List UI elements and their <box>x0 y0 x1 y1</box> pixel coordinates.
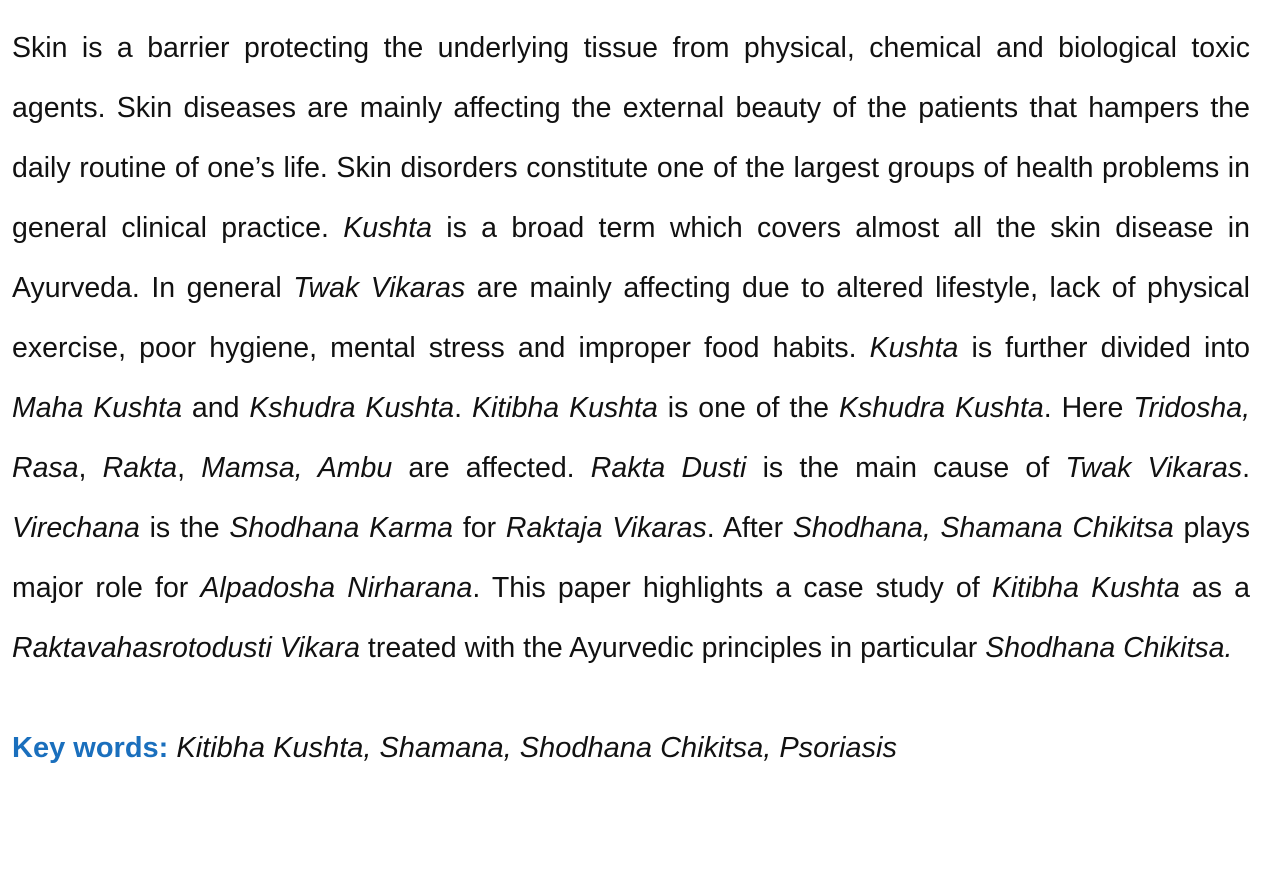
abstract-italic-term: Kushta <box>343 212 432 244</box>
abstract-text: Skin is a barrier protecting the underlying tissue from physical, chemical and biological toxic agents. Skin diseases are mainly affecting the external beauty of the patients that hampers the daily routine of one’s life. Skin disorders constitute one of the largest groups of health problems in general clinical practice. <box>12 32 1250 244</box>
abstract-italic-term: Mamsa, Ambu <box>201 452 393 484</box>
abstract-text: . This paper highlights a case study of <box>472 572 992 604</box>
abstract-text: is a broad term which covers almost all the skin disease in Ayurveda. In general <box>12 212 1250 304</box>
abstract-italic-term: Raktavahasrotodusti Vikara <box>12 632 360 664</box>
abstract-text: are mainly affecting due to altered lifestyle, lack of physical exercise, poor hygiene, mental stress and improper food habits. <box>12 272 1250 364</box>
abstract-text: and <box>181 392 250 424</box>
abstract-italic-term: Kushta <box>869 332 959 364</box>
abstract-text: as a <box>1179 572 1250 604</box>
abstract-text: is one of the <box>657 392 839 424</box>
abstract-text: , <box>177 452 202 484</box>
abstract-italic-term: Kshudra Kushta <box>838 392 1044 424</box>
abstract-text: are affected. <box>392 452 591 484</box>
abstract-italic-term: Raktaja Vikaras <box>505 512 707 544</box>
abstract-text: . After <box>706 512 793 544</box>
abstract-italic-term: Tridosha, Rasa <box>12 392 1250 484</box>
abstract-italic-term: Twak Vikaras <box>293 272 466 304</box>
abstract-text: is further divided into <box>958 332 1250 364</box>
abstract-italic-term: Virechana <box>12 512 140 544</box>
keywords-line <box>12 718 1250 778</box>
abstract-italic-term: Kitibha Kushta <box>991 572 1180 604</box>
abstract-text: . Here <box>1043 392 1134 424</box>
abstract-italic-term: Twak Vikaras <box>1065 452 1243 484</box>
abstract-italic-term: Alpadosha Nirharana <box>200 572 473 604</box>
abstract-text: . <box>1242 452 1250 484</box>
abstract-italic-term: Kshudra Kushta <box>249 392 455 424</box>
abstract-text: is the <box>139 512 230 544</box>
abstract-text: , <box>78 452 103 484</box>
abstract-italic-term: Rakta <box>102 452 178 484</box>
abstract-text: treated with the Ayurvedic principles in particular <box>360 632 986 664</box>
abstract-paragraph <box>12 18 1250 678</box>
abstract-italic-term: Maha Kushta <box>12 392 182 424</box>
abstract-italic-term: Shodhana Karma <box>229 512 454 544</box>
abstract-text: . <box>454 392 473 424</box>
abstract-italic-term: Shodhana Chikitsa. <box>985 632 1233 664</box>
keywords-value: Kitibha Kushta, Shamana, Shodhana Chikitsa, Psoriasis <box>176 732 897 764</box>
abstract-italic-term: Shodhana, Shamana Chikitsa <box>792 512 1174 544</box>
abstract-text: for <box>453 512 506 544</box>
abstract-italic-term: Kitibha Kushta <box>472 392 658 424</box>
abstract-text: plays major role for <box>12 512 1250 604</box>
abstract-italic-term: Rakta Dusti <box>590 452 747 484</box>
abstract-text: is the main cause of <box>746 452 1066 484</box>
keywords-label: Key words: <box>12 732 169 764</box>
